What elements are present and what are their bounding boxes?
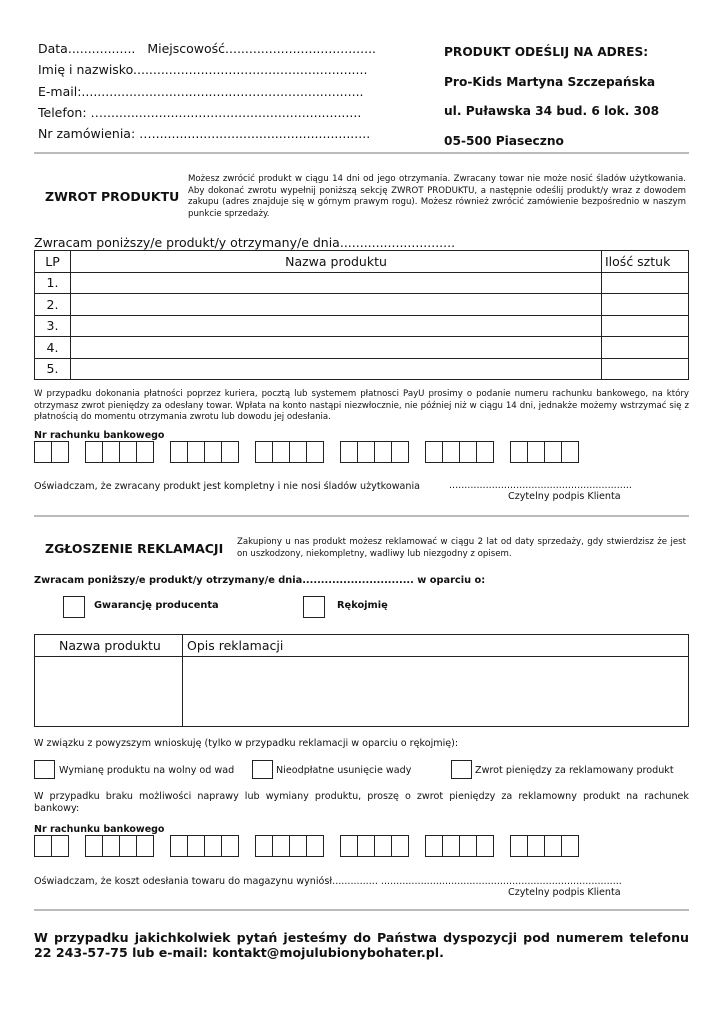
signature-line[interactable]: ............................................................ bbox=[449, 480, 632, 491]
product-name-cell[interactable] bbox=[71, 337, 602, 359]
signature-label: Czytelny podpis Klienta bbox=[508, 887, 621, 898]
product-name-cell[interactable] bbox=[71, 294, 602, 316]
complaint-product-cell[interactable] bbox=[35, 657, 183, 727]
table-row bbox=[35, 294, 689, 316]
header-quantity: Ilość sztuk bbox=[602, 251, 689, 273]
rekojmia-checkbox[interactable] bbox=[303, 596, 325, 618]
replacement-label: Wymianę produktu na wolny od wad bbox=[59, 765, 235, 776]
quantity-cell[interactable] bbox=[602, 358, 689, 380]
row-number: 1. bbox=[35, 272, 71, 294]
row-number: 4. bbox=[35, 337, 71, 359]
quantity-cell[interactable] bbox=[602, 294, 689, 316]
repair-label: Nieodpłatne usunięcie wady bbox=[276, 765, 412, 776]
quantity-cell[interactable] bbox=[602, 337, 689, 359]
shipping-heading: PRODUKT ODEŚLIJ NA ADRES: bbox=[444, 45, 649, 59]
header-complaint-description: Opis reklamacji bbox=[183, 635, 689, 657]
divider bbox=[34, 515, 689, 517]
shipping-cost-declaration[interactable]: Oświadczam, że koszt odesłania towaru do magazynu wyniósł............... ............................................................................... bbox=[34, 876, 622, 887]
quantity-cell[interactable] bbox=[602, 272, 689, 294]
product-name-cell[interactable] bbox=[71, 315, 602, 337]
divider bbox=[34, 909, 689, 911]
row-number: 5. bbox=[35, 358, 71, 380]
rekojmia-label: Rękojmię bbox=[337, 600, 388, 611]
return-products-table bbox=[34, 250, 689, 380]
product-name-cell[interactable] bbox=[71, 272, 602, 294]
header-lp: LP bbox=[35, 251, 71, 273]
complaint-title: ZGŁOSZENIE REKLAMACJI bbox=[45, 541, 224, 556]
date-field[interactable]: Data................. bbox=[38, 41, 136, 56]
email-field[interactable]: E-mail:....................................................................... bbox=[38, 83, 364, 99]
return-info: Możesz zwrócić produkt w ciągu 14 dni od jego otrzymania. Zwracany towar nie może nosić śladów użytkowania. Aby dokonać zwrotu wypełnij poniższą sekcję ZWROT PRODUKTU, a następnie odeślij produkt/y wraz z dowodem zakupu (adres znajduje się w górnym prawym rogu). Możesz również zwrócić zamówienie bezpośrednio w naszym punkcie sprzedaży. bbox=[188, 174, 686, 219]
quantity-cell[interactable] bbox=[602, 315, 689, 337]
table-row bbox=[35, 315, 689, 337]
warranty-label: Gwarancję producenta bbox=[94, 600, 219, 611]
contact-footer: W przypadku jakichkolwiek pytań jesteśmy do Państwa dyspozycji pod numerem telefonu 22 243-57-75 lub e-mail: kontakt@mojulubionybohater.pl. bbox=[34, 930, 689, 960]
table-header-row bbox=[35, 635, 689, 657]
complaint-table bbox=[34, 634, 689, 727]
shipping-address bbox=[444, 38, 659, 156]
product-name-cell[interactable] bbox=[71, 358, 602, 380]
complaint-received-line[interactable]: Zwracam poniższy/e produkt/y otrzymany/e dnia.............................. w oparciu o: bbox=[34, 575, 486, 586]
refund-label: Zwrot pieniędzy za reklamowany produkt bbox=[475, 765, 674, 776]
header-product-name: Nazwa produktu bbox=[35, 635, 183, 657]
shipping-city: 05-500 Piaseczno bbox=[444, 133, 564, 148]
name-field[interactable]: Imię i nazwisko........................................................... bbox=[38, 62, 368, 78]
complaint-info: Zakupiony u nas produkt możesz reklamować w ciągu 2 lat od daty sprzedaży, gdy stwierdzisz że jest on uszkodzony, niekompletny, wadliwy lub niezgodny z opisem. bbox=[237, 537, 686, 559]
warranty-checkbox[interactable] bbox=[63, 596, 85, 618]
table-row bbox=[35, 657, 689, 727]
shipping-company: Pro-Kids Martyna Szczepańska bbox=[444, 74, 656, 89]
header-product-name: Nazwa produktu bbox=[71, 251, 602, 273]
divider bbox=[34, 152, 689, 154]
account-label: Nr rachunku bankowego bbox=[34, 824, 165, 835]
bank-account-input[interactable] bbox=[34, 441, 578, 463]
refund-checkbox[interactable] bbox=[451, 760, 472, 779]
payment-note: W przypadku dokonania płatności poprzez kuriera, pocztą lub systemem płatnosci PayU prosimy o podanie numeru rachunku bankowego, na który otrzymasz zwrot pieniędzy za odesłany towar. Wpłata na konto nastąpi niezwłocznie, nie później niż w ciągu 14 dni, jednakże możemy wstrzymać się z płatnością do momentu otrzymania zwrotu lub dowodu jej odesłania. bbox=[34, 389, 689, 422]
row-number: 2. bbox=[35, 294, 71, 316]
table-row bbox=[35, 272, 689, 294]
request-line: W związku z powyzszym wnioskuję (tylko w przypadku reklamacji w oparciu o rękojmię): bbox=[34, 738, 459, 749]
table-row bbox=[35, 337, 689, 359]
replacement-checkbox[interactable] bbox=[34, 760, 55, 779]
return-received-line[interactable]: Zwracam poniższy/e produkt/y otrzymany/e dnia............................. bbox=[34, 235, 456, 250]
bank-account-input[interactable] bbox=[34, 835, 578, 857]
customer-info bbox=[38, 38, 376, 144]
table-row bbox=[35, 358, 689, 380]
return-declaration: Oświadczam, że zwracany produkt jest kompletny i nie nosi śladów użytkowania bbox=[34, 481, 421, 492]
return-title: ZWROT PRODUKTU bbox=[45, 189, 180, 204]
refund-note: W przypadku braku możliwości naprawy lub wymiany produktu, proszę o zwrot pieniędzy za reklamowny produkt na rachunek bankowy: bbox=[34, 791, 689, 814]
shipping-street: ul. Puławska 34 bud. 6 lok. 308 bbox=[444, 104, 660, 118]
phone-field[interactable]: Telefon: …................................................................. bbox=[38, 104, 362, 120]
row-number: 3. bbox=[35, 315, 71, 337]
table-header-row bbox=[35, 251, 689, 273]
account-label: Nr rachunku bankowego bbox=[34, 430, 165, 441]
place-field[interactable]: Miejscowość...................................... bbox=[147, 41, 377, 56]
complaint-description-cell[interactable] bbox=[183, 657, 689, 727]
repair-checkbox[interactable] bbox=[252, 760, 273, 779]
signature-label: Czytelny podpis Klienta bbox=[508, 491, 621, 502]
order-number-field[interactable]: Nr zamówienia: …....................................................... bbox=[38, 126, 371, 142]
